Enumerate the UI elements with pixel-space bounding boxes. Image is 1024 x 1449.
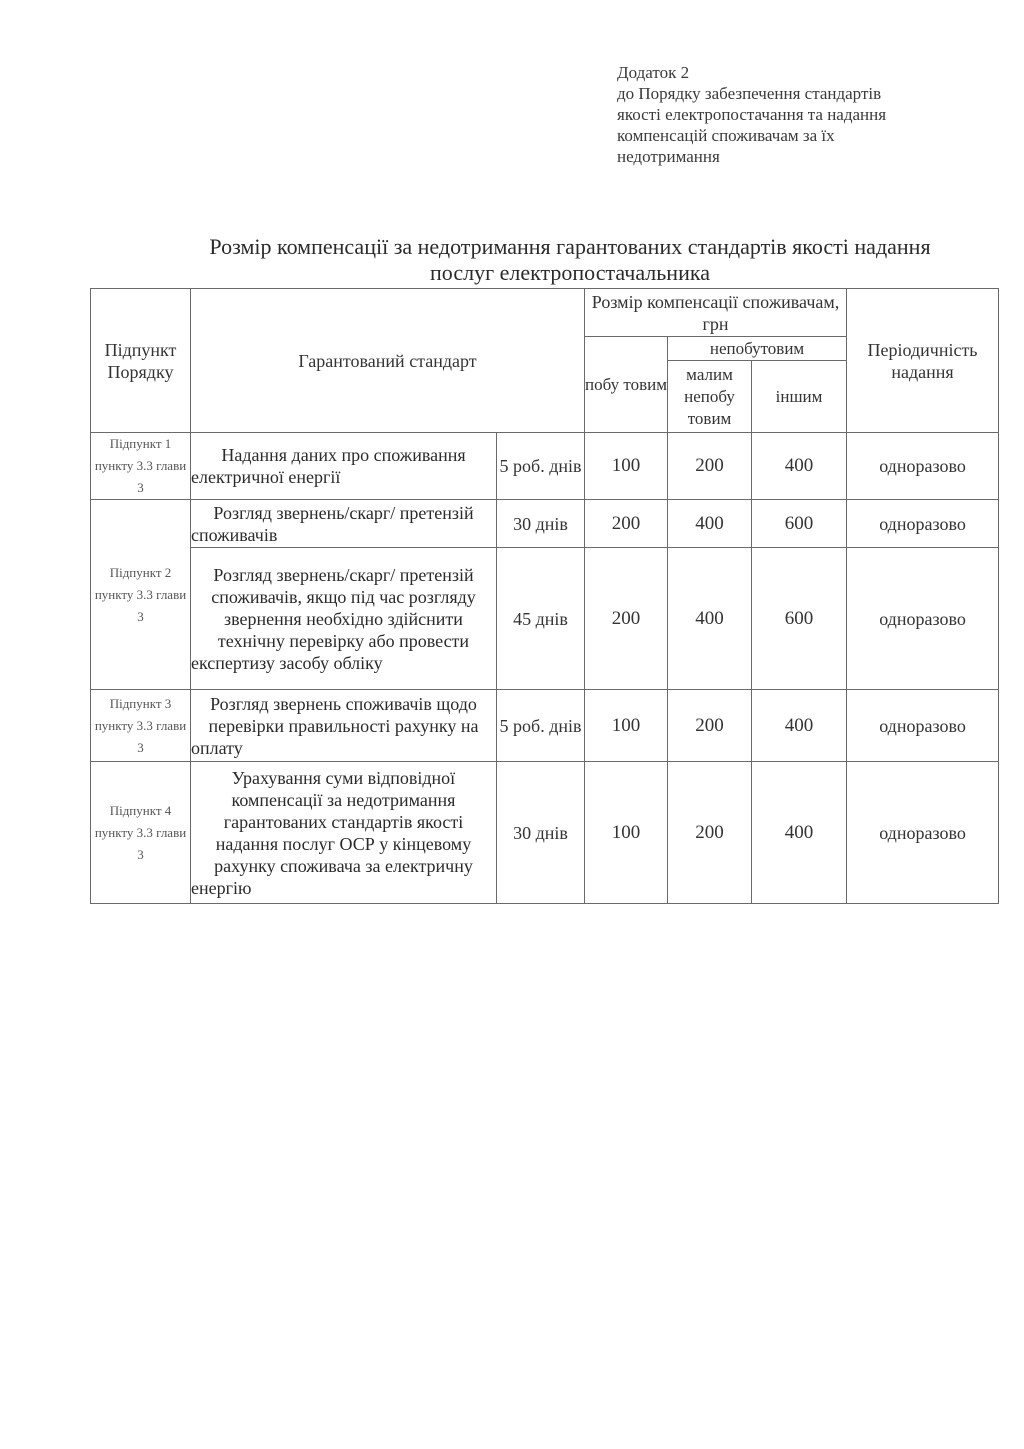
header-household: побу товим	[585, 337, 668, 433]
table-row	[91, 548, 999, 690]
header-other: іншим	[752, 361, 847, 433]
document-title	[110, 234, 1024, 286]
header-small-nonhousehold: малим непобу товим	[668, 361, 752, 433]
annex-line: недотримання	[617, 147, 720, 166]
row-standard: Урахування суми відповідної компенсації за недотримання гарантованих стандартів якості надання послуг ОСР у кінцевому рахунку споживача за електричну енергію	[191, 762, 497, 904]
table-row	[91, 690, 999, 762]
row-subclause: Підпункт 1 пункту 3.3 глави 3	[91, 433, 191, 500]
row-other: 400	[752, 762, 847, 904]
row-other: 400	[752, 690, 847, 762]
row-subclause: Підпункт 4 пункту 3.3 глави 3	[91, 762, 191, 904]
row-term: 5 роб. днів	[497, 690, 585, 762]
row-other: 600	[752, 500, 847, 548]
table-row	[91, 762, 999, 904]
row-term: 5 роб. днів	[497, 433, 585, 500]
row-term: 30 днів	[497, 762, 585, 904]
row-small: 400	[668, 548, 752, 690]
row-small: 200	[668, 762, 752, 904]
row-subclause: Підпункт 3 пункту 3.3 глави 3	[91, 690, 191, 762]
row-other: 600	[752, 548, 847, 690]
row-standard: Розгляд звернень/скарг/ претензій споживачів, якщо під час розгляду звернення необхідно здійснити технічну перевірку або провести експертизу засобу обліку	[191, 548, 497, 690]
header-subclause: Підпункт Порядку	[91, 289, 191, 433]
annex-line: до Порядку забезпечення стандартів	[617, 84, 882, 103]
row-household: 100	[585, 762, 668, 904]
annex-line: якості електропостачання та надання	[617, 105, 887, 124]
row-periodicity: одноразово	[847, 433, 999, 500]
row-other: 400	[752, 433, 847, 500]
row-small: 200	[668, 433, 752, 500]
row-small: 200	[668, 690, 752, 762]
table-row	[91, 500, 999, 548]
header-standard: Гарантований стандарт	[191, 289, 585, 433]
row-household: 100	[585, 690, 668, 762]
row-standard: Розгляд звернень/скарг/ претензій споживачів	[191, 500, 497, 548]
row-household: 100	[585, 433, 668, 500]
annex-line: компенсацій споживачам за їх	[617, 126, 835, 145]
table-row	[91, 433, 999, 500]
annex-note	[617, 62, 997, 167]
header-nonhousehold: непобутовим	[668, 337, 847, 361]
header-compensation: Розмір компенсації споживачам, грн	[585, 289, 847, 337]
header-periodicity: Періодичність надання	[847, 289, 999, 433]
title-line-1: Розмір компенсації за недотримання гарантованих стандартів якості надання	[209, 234, 931, 259]
title-line-2: послуг електропостачальника	[430, 260, 710, 285]
row-periodicity: одноразово	[847, 690, 999, 762]
row-small: 400	[668, 500, 752, 548]
row-periodicity: одноразово	[847, 500, 999, 548]
row-term: 45 днів	[497, 548, 585, 690]
row-term: 30 днів	[497, 500, 585, 548]
compensation-table	[90, 288, 999, 904]
row-household: 200	[585, 500, 668, 548]
annex-line: Додаток 2	[617, 63, 690, 82]
row-periodicity: одноразово	[847, 548, 999, 690]
row-periodicity: одноразово	[847, 762, 999, 904]
row-standard: Розгляд звернень споживачів щодо перевірки правильності рахунку на оплату	[191, 690, 497, 762]
row-household: 200	[585, 548, 668, 690]
row-standard: Надання даних про споживання електричної енергії	[191, 433, 497, 500]
row-subclause: Підпункт 2 пункту 3.3 глави 3	[91, 500, 191, 690]
